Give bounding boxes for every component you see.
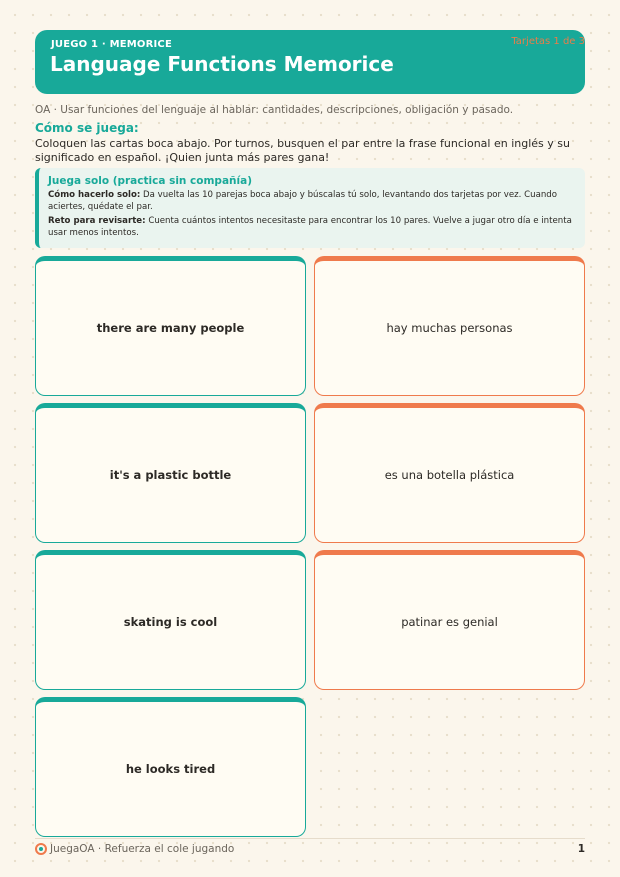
footer-divider: [35, 838, 585, 839]
card-text: patinar es genial: [401, 615, 498, 629]
solo-how-label: Cómo hacerlo solo:: [48, 190, 141, 200]
game-header: [35, 30, 585, 94]
how-to-play-title: Cómo se juega:: [35, 121, 139, 135]
solo-challenge-text: Cuenta cuántos intentos necesitaste para encontrar los 10 pares. Vuelve a jugar otro día e intenta usar menos intentos.: [48, 216, 572, 238]
solo-challenge-label: Reto para revisarte:: [48, 216, 146, 227]
card-text: he looks tired: [125, 762, 216, 776]
memory-card-english[interactable]: [35, 403, 306, 543]
game-kicker: JUEGO 1 · MEMORICE: [51, 39, 173, 50]
memory-card-spanish[interactable]: [314, 550, 585, 690]
card-text: skating is cool: [123, 615, 218, 629]
card-text: it's a plastic bottle: [109, 468, 232, 482]
solo-play-box: [35, 168, 585, 248]
card-text: hay muchas personas: [386, 321, 513, 335]
solo-how-text: Da vuelta las 10 parejas boca abajo y búscalas tú solo, levantando dos tarjetas por vez. Cuando aciertes, quédate el par.: [48, 190, 558, 212]
footer-brand: JuegaOA · Refuerza el cole jugando: [50, 843, 235, 855]
solo-how-paragraph: [48, 190, 575, 213]
how-to-play-text: Coloquen las cartas boca abajo. Por turnos, busquen el par entre la frase funcional en inglés y su significado en español. ¡Quien junta más pares gana!: [35, 137, 570, 164]
sheet-label: Tarjetas 1 de 3: [511, 36, 585, 47]
card-text: es una botella plástica: [384, 468, 515, 482]
page-footer: [35, 843, 585, 857]
page-title: Language Functions Memorice: [50, 52, 394, 76]
memory-card-english[interactable]: [35, 550, 306, 690]
solo-challenge-paragraph: [48, 216, 575, 239]
memory-card-spanish[interactable]: [314, 403, 585, 543]
card-text: there are many people: [96, 321, 245, 335]
brand-logo-icon: [35, 843, 47, 855]
page-number: 1: [577, 843, 585, 855]
memory-card-spanish[interactable]: [314, 256, 585, 396]
memory-card-english[interactable]: [35, 697, 306, 837]
learning-objective: OA · Usar funciones del lenguaje al hablar: cantidades, descripciones, obligación y pasado.: [35, 104, 514, 116]
solo-play-title: Juega solo (practica sin compañía): [48, 175, 252, 187]
memory-card-english[interactable]: [35, 256, 306, 396]
